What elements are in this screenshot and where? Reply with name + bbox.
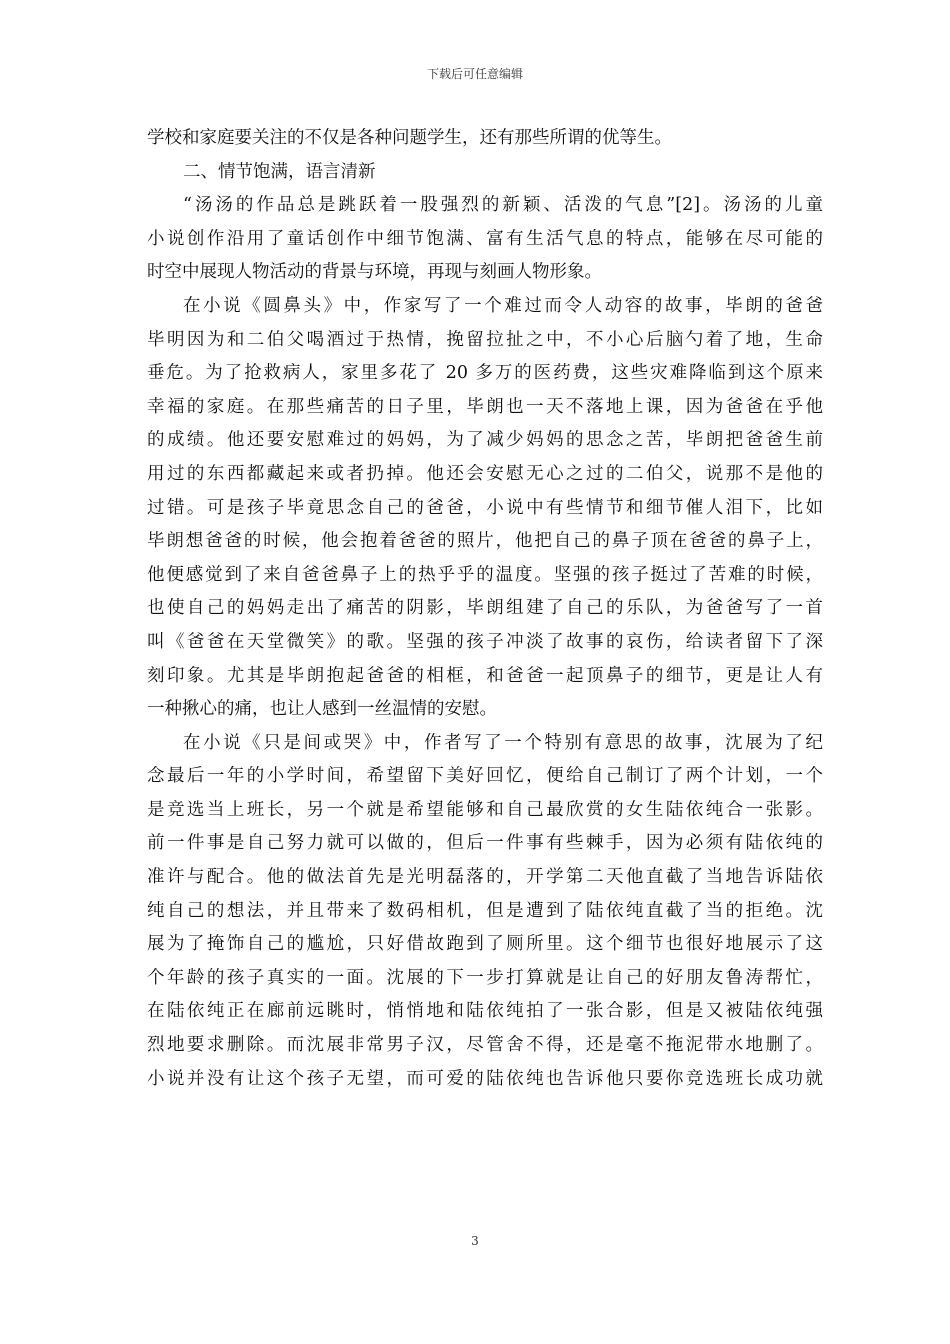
text-line: 展为了掩饰自己的尴尬，只好借故跑到了厕所里。这个细节也很好地展示了这 xyxy=(147,934,823,955)
text-line: 的成绩。他还要安慰难过的妈妈，为了减少妈妈的思念之苦，毕朗把爸爸生前 xyxy=(147,430,823,451)
text-line: 小说创作沿用了童话创作中细节饱满、富有生活气息的特点，能够在尽可能的 xyxy=(147,228,823,249)
text-line: 学校和家庭要关注的不仅是各种问题学生，还有那些所谓的优等生。 xyxy=(147,128,672,148)
text-line: 毕明因为和二伯父喝酒过于热情，挽留拉扯之中，不小心后脑勺着了地，生命 xyxy=(147,329,823,350)
text-line: 用过的东西都藏起来或者扔掉。他还会安慰无心之过的二伯父，说那不是他的 xyxy=(147,463,823,484)
text-line: 毕朗想爸爸的时候，他会抱着爸爸的照片，他把自己的鼻子顶在爸爸的鼻子上， xyxy=(147,531,823,552)
text-line: 念最后一年的小学时间，希望留下美好回忆，便给自己制订了两个计划，一个 xyxy=(147,766,823,787)
text-line: 幸福的家庭。在那些痛苦的日子里，毕朗也一天不落地上课，因为爸爸在乎他 xyxy=(147,396,823,417)
page-number: 3 xyxy=(471,1234,479,1248)
text-line: 是竞选当上班长，另一个就是希望能够和自己最欣赏的女生陆依纯合一张影。 xyxy=(147,799,823,820)
text-line: 前一件事是自己努力就可以做的，但后一件事有些棘手，因为必须有陆依纯的 xyxy=(147,833,823,854)
text-line: 纯自己的想法，并且带来了数码相机，但是遭到了陆依纯直截了当的拒绝。沈 xyxy=(147,900,823,921)
text-line: 垂危。为了抢救病人，家里多花了 20 多万的医药费，这些灾难降临到这个原来 xyxy=(147,363,823,384)
text-line: 一种揪心的痛，也让人感到一丝温情的安慰。 xyxy=(147,699,497,720)
text-line: 小说并没有让这个孩子无望，而可爱的陆依纯也告诉他只要你竞选班长成功就 xyxy=(147,1068,823,1089)
text-line: 在陆依纯正在廊前远眺时，悄悄地和陆依纯拍了一张合影，但是又被陆依纯强 xyxy=(147,1001,823,1022)
text-line: 在小说《圆鼻头》中，作家写了一个难过而令人动容的故事，毕朗的爸爸 xyxy=(183,295,823,316)
page-header: 下载后可任意编辑 xyxy=(426,67,523,81)
text-line: 二、情节饱满，语言清新 xyxy=(183,161,376,182)
text-line: 也使自己的妈妈走出了痛苦的阴影，毕朗组建了自己的乐队，为爸爸写了一首 xyxy=(147,598,823,619)
text-line: 时空中展现人物活动的背景与环境，再现与刻画人物形象。 xyxy=(147,262,602,283)
page-body xyxy=(147,122,823,1096)
text-line: 他便感觉到了来自爸爸鼻子上的热乎乎的温度。坚强的孩子挺过了苦难的时候， xyxy=(147,564,823,585)
text-line: 在小说《只是间或哭》中，作者写了一个特别有意思的故事，沈展为了纪 xyxy=(183,732,823,753)
text-line: 叫《爸爸在天堂微笑》的歌。坚强的孩子冲淡了故事的哀伤，给读者留下了深 xyxy=(147,631,823,652)
text-line: 刻印象。尤其是毕朗抱起爸爸的相框，和爸爸一起顶鼻子的细节，更是让人有 xyxy=(147,665,823,686)
text-line: 烈地要求删除。而沈展非常男子汉，尽管舍不得，还是毫不拖泥带水地删了。 xyxy=(147,1035,823,1056)
text-line: 过错。可是孩子毕竟思念自己的爸爸，小说中有些情节和细节催人泪下，比如 xyxy=(147,497,823,518)
text-line: 个年龄的孩子真实的一面。沈展的下一步打算就是让自己的好朋友鲁涛帮忙， xyxy=(147,967,823,988)
text-line: 准许与配合。他的做法首先是光明磊落的，开学第二天他直截了当地告诉陆依 xyxy=(147,867,823,888)
text-line: “汤汤的作品总是跳跃着一股强烈的新颖、活泼的气息”[2]。汤汤的儿童 xyxy=(183,195,823,216)
